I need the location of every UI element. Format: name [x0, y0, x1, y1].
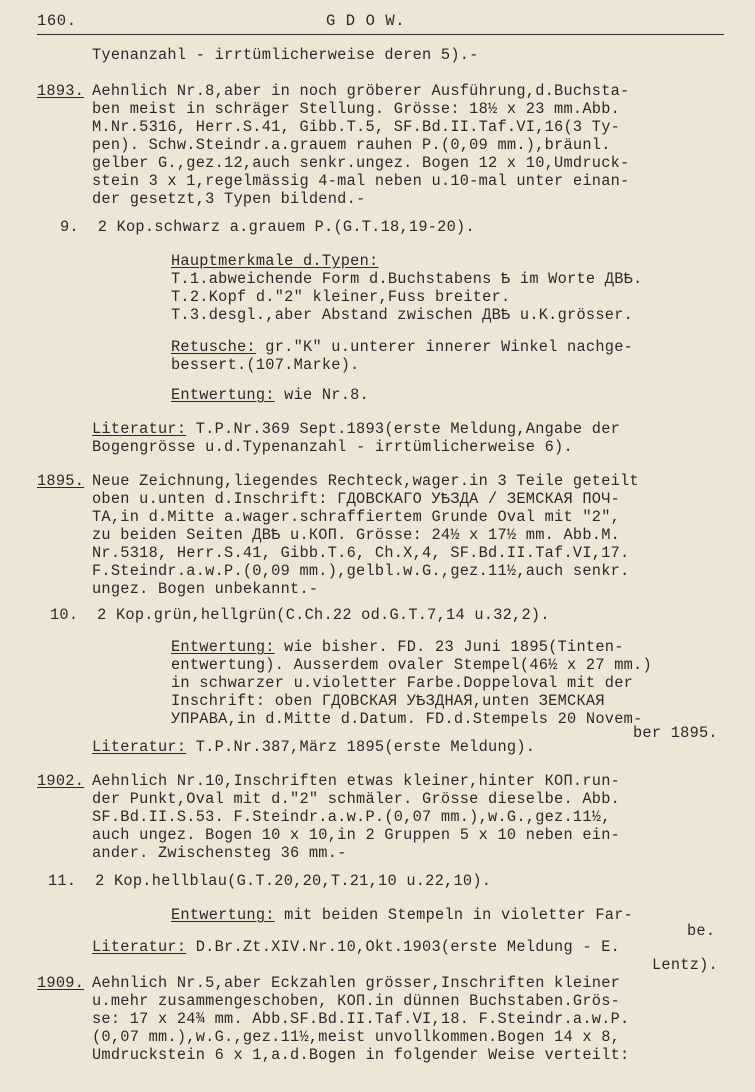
text-line: T.2.Kopf d."2" kleiner,Fuss breiter. [171, 288, 511, 306]
text-line: ungez. Bogen unbekannt.- [92, 580, 319, 598]
text-line: in schwarzer u.violetter Farbe.Doppeloval mit der [171, 674, 634, 692]
text-line [171, 338, 633, 356]
text-line: T.1.abweichende Form d.Buchstabens Ѣ im Worte ДВѢ. [171, 270, 643, 288]
text-line: zu beiden Seiten ДВѢ u.КОП. Grösse: 24½ x 17½ mm. Abb.M. [92, 526, 621, 544]
text-line: M.Nr.5316, Herr.S.41, Gibb.T.5, SF.Bd.II.Taf.VI,16(3 Ty- [92, 118, 621, 136]
text-line: se: 17 x 24¾ mm. Abb.SF.Bd.II.Taf.VI,18. F.Steindr.a.w.P. [92, 1010, 630, 1028]
section-text: wie bisher. FD. 23 Juni 1895(Tinten- [274, 638, 624, 656]
text-line: stein 3 x 1,regelmässig 4-mal neben u.10-mal unter einan- [92, 172, 630, 190]
header-rule [37, 34, 724, 35]
text-line: Aehnlich Nr.5,aber Eckzahlen grösser,Inschriften kleiner [92, 974, 621, 992]
entry-year: 1893. [37, 82, 85, 100]
text-line: Tyenanzahl - irrtümlicherweise deren 5).- [92, 46, 479, 64]
text-line: УПРАВА,in d.Mitte d.Datum. FD.d.Stempels 20 Novem- [171, 710, 643, 728]
section-label: Retusche: [171, 338, 256, 356]
text-line: ТА,in d.Mitte a.wager.schraffiertem Grunde Oval mit "2", [92, 508, 621, 526]
text-line: Bogengrösse u.d.Typenanzahl - irrtümlicherweise 6). [92, 438, 573, 456]
text-line: u.mehr zusammengeschoben, КОП.in dünnen Buchstaben.Grös- [92, 992, 621, 1010]
page-number: 160. [37, 12, 77, 30]
section-text: D.Br.Zt.XIV.Nr.10,Okt.1903(erste Meldung - E. [186, 938, 621, 956]
section-label: Literatur: [92, 938, 187, 956]
text-line: Aehnlich Nr.10,Inschriften etwas kleiner,hinter КОП.run- [92, 772, 621, 790]
text-line [171, 638, 624, 656]
section-label: Literatur: [92, 420, 187, 438]
section-label: Entwertung: [171, 386, 275, 404]
text-line: Aehnlich Nr.8,aber in noch gröberer Ausführung,d.Buchsta- [92, 82, 630, 100]
stamp-number-9: 9. 2 Kop.schwarz a.grauem P.(G.T.18,19-20). [60, 218, 475, 236]
text-line: der Punkt,Oval mit d."2" schmäler. Grösse dieselbe. Abb. [92, 790, 621, 808]
text-line [92, 738, 535, 756]
text-line: (0,07 mm.),w.G.,gez.11½,meist unvollkommen.Bogen 14 x 8, [92, 1028, 621, 1046]
text-line: ben meist in schräger Stellung. Grösse: 18½ x 23 mm.Abb. [92, 100, 621, 118]
text-line: Neue Zeichnung,liegendes Rechteck,wager.in 3 Teile geteilt [92, 472, 639, 490]
page-title: G D O W. [326, 12, 406, 30]
stamp-number-10: 10. 2 Kop.grün,hellgrün(C.Ch.22 od.G.T.7,14 u.32,2). [50, 606, 550, 624]
section-label: Entwertung: [171, 906, 275, 924]
stamp-number-11: 11. 2 Kop.hellblau(G.T.20,20,T.21,10 u.22,10). [48, 872, 492, 890]
text-line: Umdruckstein 6 x 1,a.d.Bogen in folgender Weise verteilt: [92, 1046, 630, 1064]
text-line [171, 386, 369, 404]
section-label: Hauptmerkmale d.Typen: [171, 252, 379, 270]
text-line: Inschrift: oben ГДОВСКАЯ УѢЗДНАЯ,unten ЗЕМСКАЯ [171, 692, 605, 710]
text-line: auch ungez. Bogen 10 x 10,in 2 Gruppen 5 x 10 neben ein- [92, 826, 621, 844]
section-label: Literatur: [92, 738, 187, 756]
text-line [92, 938, 620, 956]
section-label: Entwertung: [171, 638, 275, 656]
text-line: ber 1895. [633, 724, 718, 742]
text-line: entwertung). Ausserdem ovaler Stempel(46½ x 27 mm.) [171, 656, 652, 674]
entry-year: 1909. [37, 974, 85, 992]
section-text: T.P.Nr.387,März 1895(erste Meldung). [186, 738, 536, 756]
text-line: Lentz). [652, 956, 719, 974]
text-line: der gesetzt,3 Typen bildend.- [92, 190, 366, 208]
section-text: wie Nr.8. [274, 386, 370, 404]
section-text: T.P.Nr.369 Sept.1893(erste Meldung,Angabe der [186, 420, 621, 438]
text-line: F.Steindr.a.w.P.(0,09 mm.),gelbl.w.G.,gez.11½,auch senkr. [92, 562, 630, 580]
text-line: SF.Bd.II.S.53. F.Steindr.a.w.P.(0,07 mm.),w.G.,gez.11½, [92, 808, 611, 826]
text-line: pen). Schw.Steindr.a.grauem rauhen P.(0,09 mm.),bräunl. [92, 136, 611, 154]
text-line: T.3.desgl.,aber Abstand zwischen ДВѢ u.K.grösser. [171, 306, 634, 324]
text-line: oben u.unten d.Inschrift: ГДОВСКАГО УѢЗДА / ЗЕМСКАЯ ПОЧ- [92, 490, 621, 508]
section-text: gr."K" u.unterer innerer Winkel nachge- [255, 338, 634, 356]
text-line: be. [687, 922, 716, 940]
section-text: mit beiden Stempeln in violetter Far- [274, 906, 634, 924]
text-line [92, 420, 620, 438]
text-line: bessert.(107.Marke). [171, 356, 360, 374]
text-line [171, 906, 633, 924]
text-line: Nr.5318, Herr.S.41, Gibb.T.6, Ch.X,4, SF.Bd.II.Taf.VI,17. [92, 544, 630, 562]
text-line: gelber G.,gez.12,auch senkr.ungez. Bogen 12 x 10,Umdruck- [92, 154, 630, 172]
entry-year: 1895. [37, 472, 85, 490]
text-line: ander. Zwischensteg 36 mm.- [92, 844, 347, 862]
entry-year: 1902. [37, 772, 85, 790]
